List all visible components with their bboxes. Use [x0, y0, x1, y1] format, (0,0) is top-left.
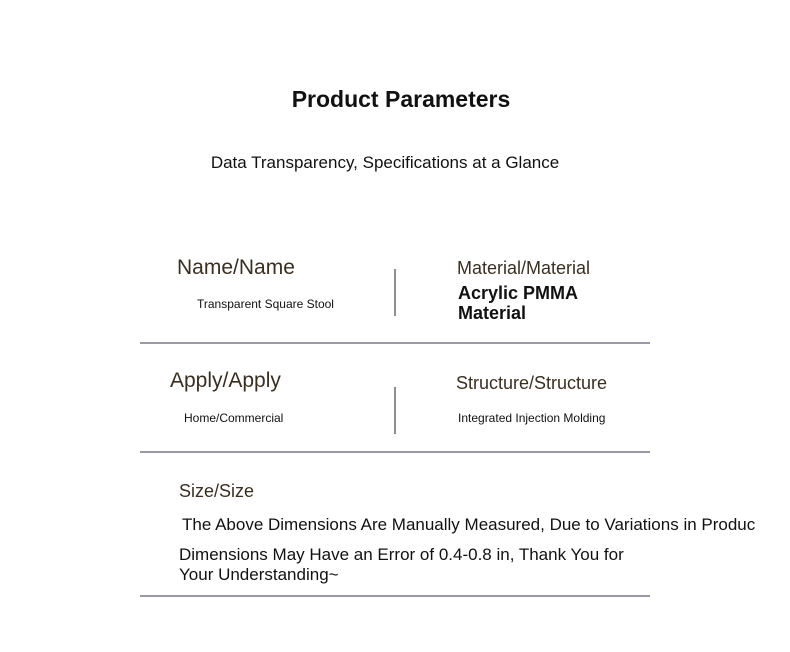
row1-vertical-divider — [394, 269, 396, 316]
page-subtitle: Data Transparency, Specifications at a Glance — [210, 153, 560, 172]
page-title: Product Parameters — [291, 86, 511, 112]
material-label: Material/Material — [457, 258, 591, 278]
size-note-line2: Dimensions May Have an Error of 0.4-0.8 in, Thank You for — [179, 545, 624, 564]
apply-label: Apply/Apply — [170, 369, 281, 392]
material-value-line2: Material — [458, 303, 527, 323]
apply-value: Home/Commercial — [184, 411, 284, 425]
row2-horizontal-divider — [140, 451, 650, 453]
size-note-line3: Your Understanding~ — [179, 565, 339, 584]
row3-horizontal-divider — [140, 595, 650, 597]
material-value-line1: Acrylic PMMA — [458, 283, 579, 303]
row2-vertical-divider — [394, 387, 396, 434]
size-note-line1: The Above Dimensions Are Manually Measured, Due to Variations in Produc — [182, 515, 756, 534]
name-label: Name/Name — [177, 256, 295, 279]
structure-value: Integrated Injection Molding — [458, 411, 606, 425]
structure-label: Structure/Structure — [456, 373, 608, 393]
row1-horizontal-divider — [140, 342, 650, 344]
name-value: Transparent Square Stool — [197, 297, 334, 311]
size-label: Size/Size — [179, 481, 255, 501]
